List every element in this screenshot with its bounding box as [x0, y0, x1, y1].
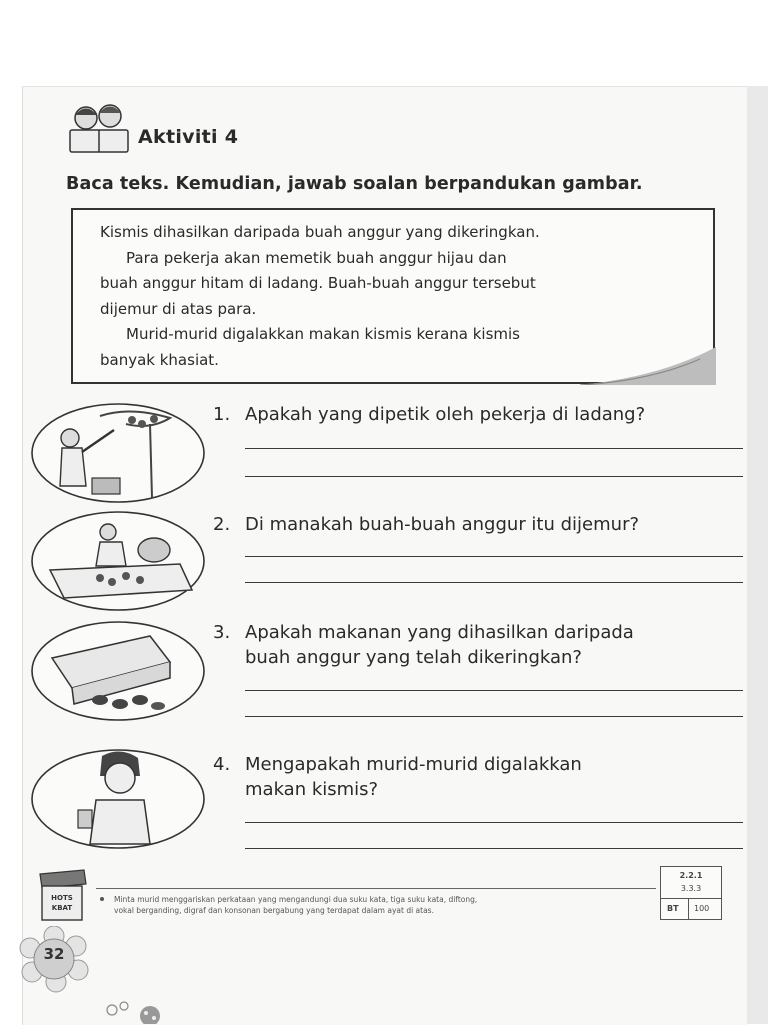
question-text: Apakah makanan yang dihasilkan daripada: [245, 622, 634, 643]
passage-line: dijemur di atas para.: [100, 299, 257, 318]
worker-picking-grapes-illustration: [30, 402, 206, 504]
passage-line: Kismis dihasilkan daripada buah anggur yang dikeringkan.: [100, 223, 540, 241]
answer-line-2b[interactable]: [245, 582, 743, 583]
kids-reading-icon: [66, 100, 132, 156]
answer-line-4a[interactable]: [245, 822, 743, 823]
question-text: Mengapakah murid-murid digalakkan: [245, 754, 582, 775]
kbat-label: KBAT: [51, 904, 73, 912]
activity-title: Aktiviti 4: [138, 126, 239, 148]
subject-code: BT: [667, 904, 679, 913]
passage-line: banyak khasiat.: [100, 350, 219, 369]
question-1: [213, 402, 753, 427]
skill-code-1: 2.2.1: [679, 871, 703, 880]
question-text: Di manakah buah-buah anggur itu dijemur?: [245, 514, 640, 535]
answer-line-2a[interactable]: [245, 556, 743, 557]
drying-grapes-illustration: [30, 510, 206, 612]
question-4: [213, 752, 753, 802]
footer-divider: [96, 888, 656, 889]
page-curl-decoration: [580, 347, 716, 385]
question-number: 4.: [213, 754, 231, 775]
answer-line-3a[interactable]: [245, 690, 743, 691]
answer-line-1a[interactable]: [245, 448, 743, 449]
page-edge-shadow: [744, 86, 768, 1024]
skill-standard-box: [660, 866, 722, 920]
passage-line: buah anggur hitam di ladang. Buah-buah anggur tersebut: [100, 274, 536, 292]
answer-line-1b[interactable]: [245, 476, 743, 477]
note-line: vokal berganding, digraf dan konsonan bergabung yang terdapat dalam ayat di atas.: [114, 906, 434, 915]
raisin-box-illustration: [30, 620, 206, 722]
passage-line: Para pekerja akan memetik buah anggur hijau dan: [126, 248, 507, 267]
page-reference: 100: [694, 904, 710, 913]
question-2: [213, 512, 753, 537]
passage-line: Murid-murid digalakkan makan kismis kerana kismis: [126, 325, 520, 343]
answer-line-4b[interactable]: [245, 848, 743, 849]
note-bullet: [100, 897, 104, 901]
question-number: 2.: [213, 514, 231, 535]
question-number: 3.: [213, 622, 231, 643]
question-text-line2: buah anggur yang telah dikeringkan?: [245, 647, 582, 668]
note-line: Minta murid menggariskan perkataan yang mengandungi dua suku kata, tiga suku kata, diftong,: [114, 895, 478, 904]
teacher-note: [114, 894, 634, 916]
instruction-text: Baca teks. Kemudian, jawab soalan berpandukan gambar.: [66, 174, 643, 194]
girl-eating-raisins-illustration: [30, 748, 206, 850]
question-3: [213, 620, 753, 670]
hots-label: HOTS: [51, 894, 73, 902]
answer-line-3b[interactable]: [245, 716, 743, 717]
question-number: 1.: [213, 404, 231, 425]
skill-code-2: 3.3.3: [680, 884, 702, 893]
question-text-line2: makan kismis?: [245, 779, 379, 800]
page-number: 32: [43, 945, 65, 963]
question-text: Apakah yang dipetik oleh pekerja di ladang?: [245, 404, 646, 425]
reading-passage-box: [71, 208, 715, 384]
bottom-flowers-decoration: [60, 996, 180, 1024]
hots-kbat-icon: [30, 864, 94, 928]
